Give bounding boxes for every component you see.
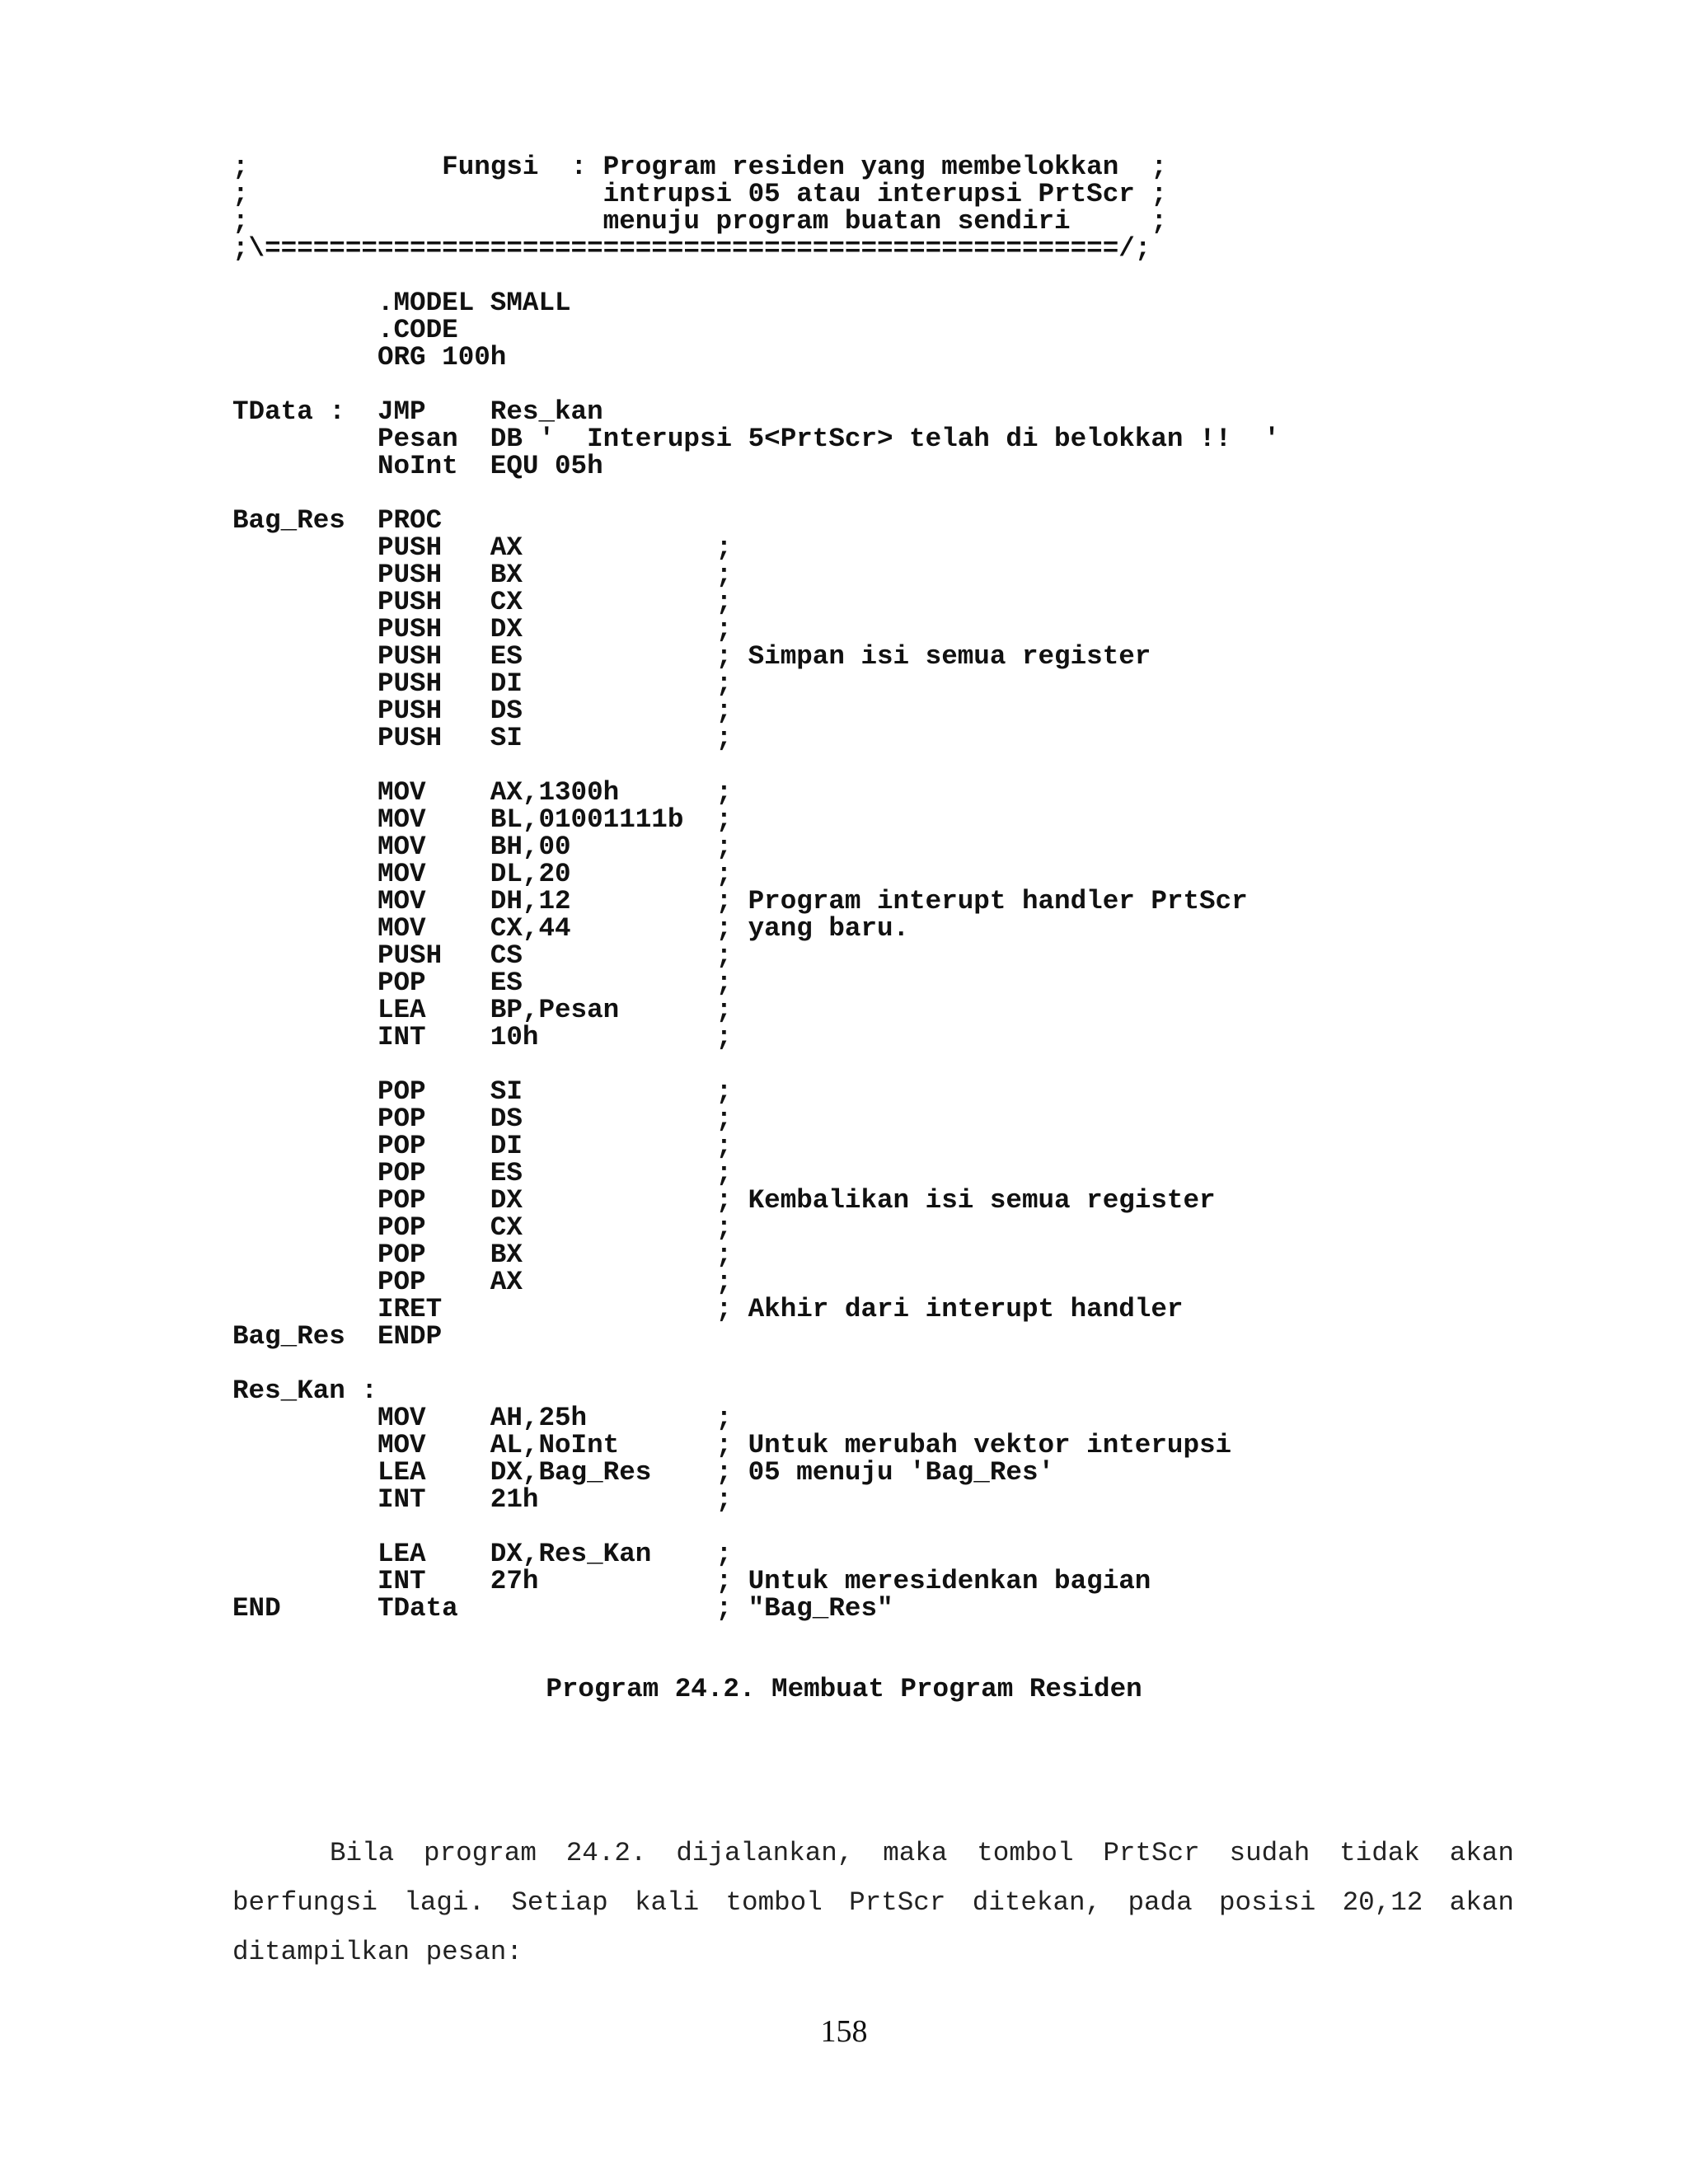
code-line: PUSH AX ; <box>232 532 733 563</box>
paragraph-word: posisi <box>1218 1886 1316 1918</box>
code-line: MOV AX,1300h ; <box>232 777 733 808</box>
code-line: IRET ; Akhir dari interupt handler <box>232 1294 1184 1324</box>
code-line: POP CX ; <box>232 1212 733 1243</box>
body-paragraph <box>232 1828 1514 1976</box>
code-line: POP AX ; <box>232 1267 733 1297</box>
code-line: ; Fungsi : Program residen yang membelokkan ; <box>232 152 1167 182</box>
code-line: NoInt EQU 05h <box>232 451 603 481</box>
code-line: PUSH DI ; <box>232 668 733 699</box>
code-line <box>232 752 1280 779</box>
code-line: LEA DX,Bag_Res ; 05 menuju 'Bag_Res' <box>232 1457 1055 1488</box>
code-line: POP ES ; <box>232 1158 733 1188</box>
paragraph-word: tidak <box>1339 1837 1420 1868</box>
code-line: MOV AL,NoInt ; Untuk merubah vektor interupsi <box>232 1430 1232 1460</box>
code-line: MOV AH,25h ; <box>232 1403 733 1433</box>
paragraph-word: 20,12 <box>1342 1886 1423 1918</box>
paragraph-word: PrtScr <box>849 1886 946 1918</box>
paragraph-line <box>232 1927 1514 1976</box>
paragraph-word: kali <box>634 1886 700 1918</box>
code-line <box>232 1350 1280 1377</box>
paragraph-word: dijalankan, <box>676 1837 854 1868</box>
paragraph-word: sudah <box>1229 1837 1311 1868</box>
code-line: MOV DL,20 ; <box>232 859 733 889</box>
code-line: ;\=====================================================/; <box>232 233 1151 264</box>
code-line: INT 21h ; <box>232 1484 733 1515</box>
paragraph-word: PrtScr <box>1103 1837 1200 1868</box>
paragraph-word: akan <box>1449 1837 1514 1868</box>
code-line: MOV BL,01001111b ; <box>232 804 733 835</box>
assembly-code-listing <box>232 153 1280 1622</box>
code-line: POP DS ; <box>232 1104 733 1134</box>
paragraph-word: Setiap <box>511 1886 608 1918</box>
paragraph-line <box>232 1828 1514 1877</box>
paragraph-line <box>232 1877 1514 1927</box>
paragraph-word: berfungsi <box>232 1886 377 1918</box>
paragraph-word: program <box>424 1837 537 1868</box>
paragraph-word: tombol <box>977 1837 1074 1868</box>
code-line: MOV BH,00 ; <box>232 832 733 862</box>
code-line: Pesan DB ' Interupsi 5<PrtScr> telah di belokkan !! ' <box>232 424 1280 454</box>
code-line <box>232 480 1280 507</box>
code-line: POP BX ; <box>232 1240 733 1270</box>
paragraph-word: akan <box>1449 1886 1514 1918</box>
paragraph-word: ditekan, <box>972 1886 1102 1918</box>
code-line: Bag_Res PROC <box>232 505 443 536</box>
code-line: Bag_Res ENDP <box>232 1321 443 1352</box>
code-line: POP DI ; <box>232 1131 733 1161</box>
code-line: PUSH DS ; <box>232 696 733 726</box>
code-line: INT 27h ; Untuk meresidenkan bagian <box>232 1566 1151 1596</box>
code-line: PUSH BX ; <box>232 560 733 590</box>
code-line <box>232 262 1280 289</box>
code-line: POP DX ; Kembalikan isi semua register <box>232 1185 1216 1216</box>
paragraph-word: Bila <box>330 1837 395 1868</box>
code-line: POP ES ; <box>232 968 733 998</box>
code-line: LEA BP,Pesan ; <box>232 995 733 1025</box>
code-line: POP SI ; <box>232 1076 733 1107</box>
code-line: PUSH DX ; <box>232 614 733 644</box>
code-line: PUSH CS ; <box>232 940 733 971</box>
paragraph-word: tombol <box>725 1886 823 1918</box>
program-caption: Program 24.2. Membuat Program Residen <box>546 1674 1142 1704</box>
code-line: MOV DH,12 ; Program interupt handler PrtScr <box>232 886 1248 916</box>
code-line: Res_Kan : <box>232 1376 377 1406</box>
code-line: .MODEL SMALL <box>232 288 571 318</box>
paragraph-word: lagi. <box>404 1886 485 1918</box>
code-line: PUSH CX ; <box>232 587 733 617</box>
code-line: ; intrupsi 05 atau interupsi PrtScr ; <box>232 179 1167 209</box>
paragraph-word: pesan: <box>425 1936 523 1967</box>
code-line: INT 10h ; <box>232 1022 733 1052</box>
code-line: END TData ; "Bag_Res" <box>232 1593 893 1624</box>
code-line: .CODE <box>232 315 458 345</box>
code-line: ; menuju program buatan sendiri ; <box>232 206 1167 237</box>
code-line: ORG 100h <box>232 342 507 373</box>
paragraph-word: maka <box>883 1837 948 1868</box>
page-number: 158 <box>820 2014 868 2049</box>
code-line: TData : JMP Res_kan <box>232 396 603 427</box>
code-line <box>232 1051 1280 1078</box>
code-line: PUSH SI ; <box>232 723 733 753</box>
code-line <box>232 371 1280 398</box>
code-line: LEA DX,Res_Kan ; <box>232 1539 733 1569</box>
paragraph-word: ditampilkan <box>232 1936 426 1967</box>
code-line: MOV CX,44 ; yang baru. <box>232 913 910 944</box>
paragraph-word: 24.2. <box>565 1837 647 1868</box>
code-line: PUSH ES ; Simpan isi semua register <box>232 641 1151 672</box>
code-line <box>232 1513 1280 1540</box>
paragraph-word: pada <box>1128 1886 1193 1918</box>
